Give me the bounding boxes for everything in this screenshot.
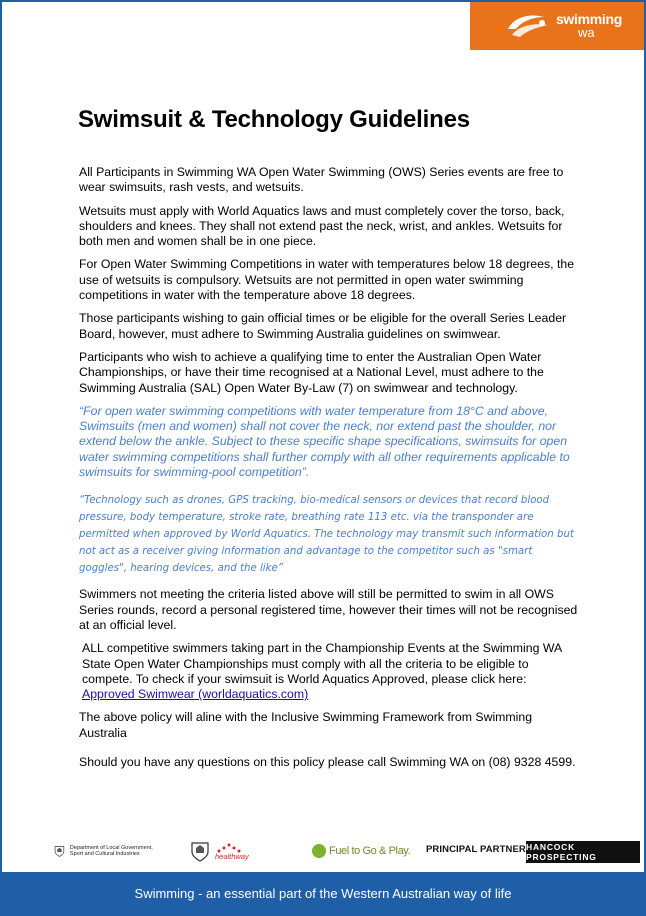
hancock-prospecting-logo: HANCOCK PROSPECTING [526,841,640,863]
document-body [79,165,579,778]
quote-technology-rules: “Technology such as drones, GPS tracking, bio-medical sensors or devices that record blood pressure, body temperature, stroke rate, breathing rate 113 etc. via the transponder are permitted when approved by World Aquatics. The technology may transmit such information but not act as a receiver giving information and advantage to the competitor such as "smart goggles", hearing devices, and the like” [79,495,574,575]
logo-text-swimming: swimming [555,11,622,27]
approved-swimwear-link[interactable]: Approved Swimwear (worldaquatics.com) [82,687,309,702]
wa-crest-icon [190,840,210,862]
championship-text: ALL competitive swimmers taking part in the Championship Events at the Swimming WA State Open Water Championships must comply with all the criteria to be eligible to compete. To check if your swimsuit is World Aquatics Approved, please click here: [82,641,562,686]
sponsor-strip [2,832,644,872]
paragraph-participants: All Participants in Swimming WA Open Water Swimming (OWS) Series events are free to wear swimsuits, rash vests, and wetsuits. [79,165,564,195]
paragraph-temperature: For Open Water Swimming Competitions in water with temperatures below 18 degrees, the use of wetsuits is compulsory. Wetsuits are not permitted in open water swimming competitions in water with the temperature above 18 degrees. [79,257,575,303]
paragraph-wetsuit-laws: Wetsuits must apply with World Aquatics laws and must completely cover the torso, back, shoulders and knees. They shall not extend past the neck, wrist, and ankles. Wetsuits for both men and women shall be in one piece. [79,203,565,249]
fuel-leaf-icon [312,844,326,858]
swimming-wa-logo [470,2,644,50]
healthway-logo [190,840,249,862]
paragraph-qualifying: Participants who wish to achieve a qualifying time to enter the Australian Open Water Championships, or have their time recognised at a National Level, must adhere to the Swimming Australia (SAL) Open Water By-Law (7) on swimwear and technology. [79,349,544,395]
dlgsc-logo [54,840,154,862]
principal-partner-label [426,844,526,855]
healthway-text: healthway [215,852,249,861]
swimmer-wave-icon [504,11,550,41]
paragraph-official-times: Those participants wishing to gain official times or be eligible for the overall Series Leader Board, however, must adhere to Swimming Australia guidelines on swimwear. [79,311,567,341]
dlgsc-text: Department of Local Government, Sport and Cultural Industries [69,845,153,857]
page-title: Swimsuit & Technology Guidelines [78,106,470,133]
fuel-to-go-logo [312,844,410,858]
footer-tagline: Swimming - an essential part of the Western Australian way of life [134,885,512,901]
quote-swimsuit-rules: “For open water swimming competitions with water temperature from 18°C and above, Swimsuits (men and women) shall not cover the neck, nor extend past the shoulder, nor extend below the ankle. Subject to these specific shape specifications, swimsuits for open water swimming competitions shall further comply with all other requirements applicable to swimsuits for swimming-pool competition”. [79,403,570,480]
paragraph-championship [79,641,579,702]
paragraph-contact: Should you have any questions on this policy please call Swimming WA on (08) 9328 4599. [79,755,576,770]
paragraph-policy-alignment: The above policy will aline with the Inclusive Swimming Framework from Swimming Australia [79,710,533,740]
footer-banner [2,872,644,914]
wa-crest-icon [54,840,65,862]
paragraph-non-compliance: Swimmers not meeting the criteria listed above will still be permitted to swim in all OWS Series rounds, record a personal registered time, however their times will not be recognised at an official level. [79,587,578,632]
fuel-text: Fuel to Go & Play. [329,845,411,857]
principal-partner-text: PRINCIPAL PARTNER [426,844,526,855]
logo-text-wa: wa [577,25,595,40]
